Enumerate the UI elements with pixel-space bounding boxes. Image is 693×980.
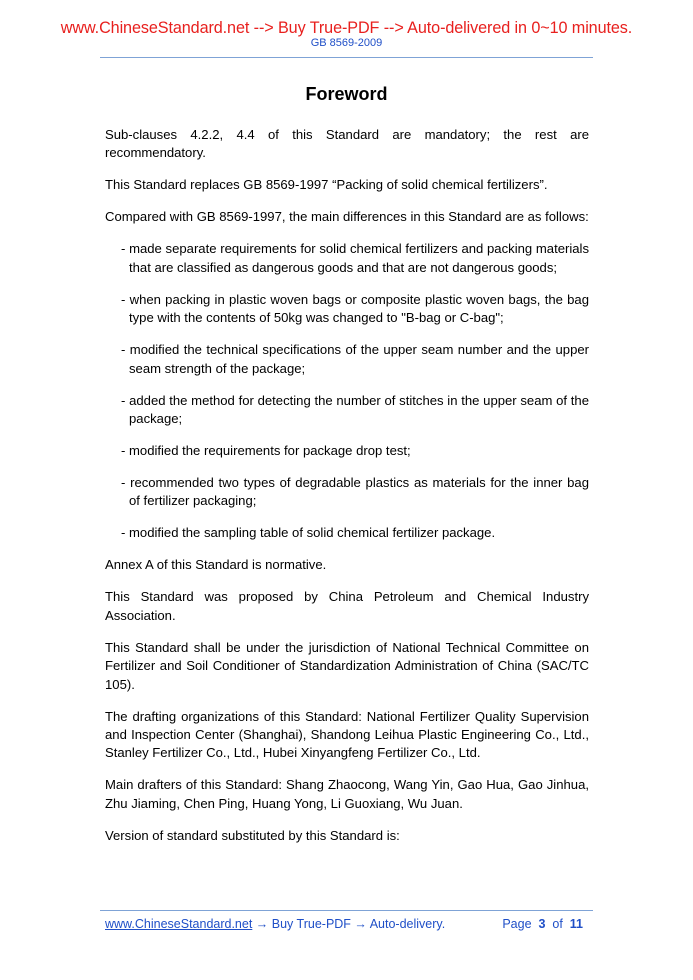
footer-link[interactable]: www.ChineseStandard.net xyxy=(105,917,253,931)
page-current: 3 xyxy=(538,917,546,931)
page-total: 11 xyxy=(569,917,583,931)
paragraph-substituted-version: Version of standard substituted by this Standard is: xyxy=(105,827,400,843)
header-divider xyxy=(100,57,593,58)
paragraph-drafting-organizations: The drafting organizations of this Standard: National Fertilizer Quality Supervision and Inspection Center (Shanghai), Shandong Leihua Plastic Engineering Co., Ltd., Stanley Fertilizer Co., Ltd., Hubei Xinyangfeng Fertilizer Co., Ltd. xyxy=(105,708,589,761)
page-indicator xyxy=(502,916,583,932)
paragraph-proposed-by: This Standard was proposed by China Petroleum and Chemical Industry Association. xyxy=(105,589,589,623)
footer-divider xyxy=(100,910,593,911)
footer-promo xyxy=(105,917,445,931)
paragraph-jurisdiction: This Standard shall be under the jurisdiction of National Technical Committee on Fertilizer and Soil Conditioner of Standardization Administration of China (SAC/TC 105). xyxy=(105,639,589,692)
list-item: - modified the sampling table of solid chemical fertilizer package. xyxy=(121,525,496,541)
promo-banner[interactable]: www.ChineseStandard.net --> Buy True-PDF --> Auto-delivered in 0~10 minutes. xyxy=(60,19,633,37)
foreword-body xyxy=(105,126,589,859)
differences-list xyxy=(105,240,589,542)
list-item: - recommended two types of degradable plastics as materials for the inner bag of fertilizer packaging; xyxy=(121,475,589,509)
page-of-label: of xyxy=(552,917,563,931)
paragraph-main-drafters: Main drafters of this Standard: Shang Zhaocong, Wang Yin, Gao Hua, Gao Jinhua, Zhu Jiaming, Chen Ping, Huang Yong, Li Guoxiang, Wu Juan. xyxy=(105,777,589,811)
paragraph-replaces: This Standard replaces GB 8569-1997 “Packing of solid chemical fertilizers”. xyxy=(105,177,548,193)
paragraph-differences-intro: Compared with GB 8569-1997, the main differences in this Standard are as follows: xyxy=(105,209,589,225)
page-title: Foreword xyxy=(305,84,388,104)
list-item: - modified the technical specifications of the upper seam number and the upper seam strength of the package; xyxy=(121,342,589,376)
document-code: GB 8569-2009 xyxy=(310,37,383,49)
footer-promo-tail: → Buy True-PDF → Auto-delivery. xyxy=(252,917,446,931)
list-item: - when packing in plastic woven bags or composite plastic woven bags, the bag type with the contents of 50kg was changed to "B-bag or C-bag"; xyxy=(121,291,589,326)
page-footer xyxy=(105,916,589,932)
list-item: - added the method for detecting the number of stitches in the upper seam of the package; xyxy=(121,392,589,427)
page-label: Page xyxy=(502,917,532,931)
paragraph-annex: Annex A of this Standard is normative. xyxy=(105,557,327,573)
list-item: - made separate requirements for solid chemical fertilizers and packing materials that are classified as dangerous goods and that are not dangerous goods; xyxy=(121,241,589,275)
paragraph-mandatory-clauses: Sub-clauses 4.2.2, 4.4 of this Standard are mandatory; the rest are recommendatory. xyxy=(105,127,589,161)
list-item: - modified the requirements for package drop test; xyxy=(121,443,411,459)
